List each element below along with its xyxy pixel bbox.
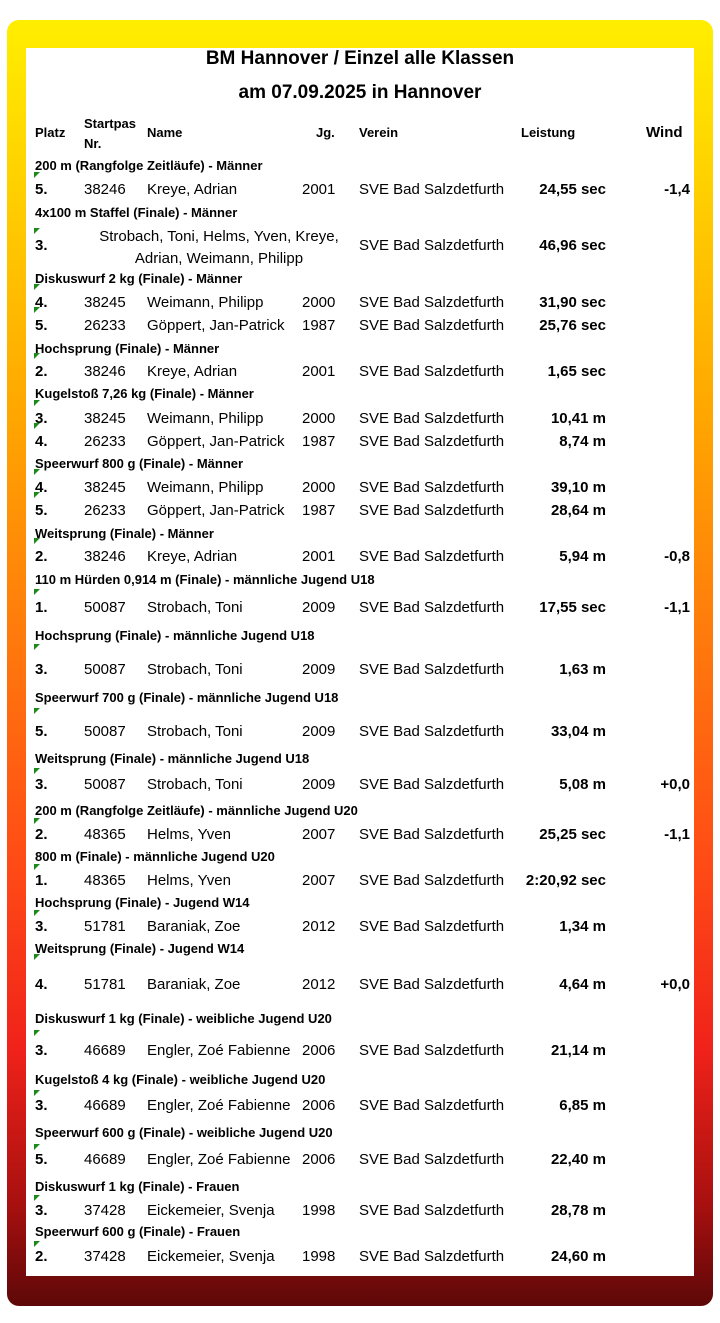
cell-jg: 2001	[302, 181, 336, 198]
cell-platz: 3.	[35, 410, 48, 427]
cell-nr: 51781	[84, 976, 126, 993]
cell-jg: 2007	[302, 826, 336, 843]
cell-nr: 37428	[84, 1202, 126, 1219]
cell-verein: SVE Bad Salzdetfurth	[359, 1202, 505, 1219]
cell-platz: 2.	[35, 826, 48, 843]
relay-name-line-2: Adrian, Weimann, Philipp	[134, 250, 304, 267]
section-heading: Speerwurf 700 g (Finale) - männliche Jugend U18	[35, 690, 339, 705]
cell-platz: 3.	[35, 1202, 48, 1219]
section-heading: Diskuswurf 2 kg (Finale) - Männer	[35, 271, 243, 286]
cell-platz: 3.	[35, 776, 48, 793]
cell-leistung: 22,40 m	[550, 1151, 606, 1168]
section-heading: Speerwurf 600 g (Finale) - Frauen	[35, 1224, 241, 1239]
cell-comment-marker	[34, 284, 40, 290]
cell-nr: 38245	[84, 479, 126, 496]
cell-jg: 2007	[302, 872, 336, 889]
cell-platz: 3.	[35, 1097, 48, 1114]
cell-name: Strobach, Toni	[147, 723, 243, 740]
cell-comment-marker	[34, 423, 40, 429]
cell-nr: 48365	[84, 872, 126, 889]
cell-verein: SVE Bad Salzdetfurth	[359, 826, 505, 843]
cell-nr: 26233	[84, 502, 126, 519]
cell-platz: 3.	[35, 918, 48, 935]
cell-platz: 4.	[35, 479, 48, 496]
cell-leistung: 1,63 m	[559, 661, 606, 678]
cell-name: Weimann, Philipp	[147, 410, 264, 427]
cell-leistung: 5,08 m	[559, 776, 606, 793]
header-nr: Nr.	[84, 136, 102, 151]
cell-nr: 38246	[84, 181, 126, 198]
header-platz: Platz	[35, 125, 66, 140]
cell-nr: 46689	[84, 1097, 126, 1114]
cell-platz: 5.	[35, 502, 48, 519]
section-heading: Speerwurf 800 g (Finale) - Männer	[35, 456, 244, 471]
cell-verein: SVE Bad Salzdetfurth	[359, 976, 505, 993]
cell-platz: 3.	[35, 1042, 48, 1059]
cell-verein: SVE Bad Salzdetfurth	[359, 548, 505, 565]
cell-name: Kreye, Adrian	[147, 181, 238, 198]
cell-name: Helms, Yven	[147, 872, 231, 889]
section-heading: Hochsprung (Finale) - Männer	[35, 341, 220, 356]
cell-name: Baraniak, Zoe	[147, 976, 241, 993]
cell-comment-marker	[34, 644, 40, 650]
cell-jg: 2001	[302, 363, 336, 380]
cell-name: Eickemeier, Svenja	[147, 1202, 275, 1219]
cell-nr: 38246	[84, 548, 126, 565]
cell-comment-marker	[34, 538, 40, 544]
section-heading: Diskuswurf 1 kg (Finale) - Frauen	[35, 1179, 240, 1194]
cell-jg: 2012	[302, 976, 336, 993]
cell-comment-marker	[34, 708, 40, 714]
cell-platz: 5.	[35, 1151, 48, 1168]
cell-wind: -1,1	[664, 826, 690, 843]
cell-leistung: 31,90 sec	[539, 294, 606, 311]
cell-leistung: 39,10 m	[550, 479, 606, 496]
cell-comment-marker	[34, 307, 40, 313]
cell-comment-marker	[34, 492, 40, 498]
cell-leistung: 24,55 sec	[539, 181, 606, 198]
header-startpas: Startpas	[84, 116, 137, 131]
relay-platz: 3.	[35, 237, 48, 254]
cell-verein: SVE Bad Salzdetfurth	[359, 661, 505, 678]
relay-name-line-1: Strobach, Toni, Helms, Yven, Kreye,	[99, 228, 339, 245]
cell-jg: 2009	[302, 661, 336, 678]
cell-nr: 50087	[84, 776, 126, 793]
cell-platz: 2.	[35, 1248, 48, 1265]
cell-comment-marker	[34, 818, 40, 824]
cell-comment-marker	[34, 954, 40, 960]
cell-platz: 5.	[35, 317, 48, 334]
cell-leistung: 5,94 m	[559, 548, 606, 565]
cell-nr: 50087	[84, 599, 126, 616]
cell-jg: 2000	[302, 479, 336, 496]
cell-platz: 2.	[35, 363, 48, 380]
header-name: Name	[147, 125, 183, 140]
cell-nr: 37428	[84, 1248, 126, 1265]
cell-name: Engler, Zoé Fabienne	[147, 1042, 291, 1059]
cell-jg: 2001	[302, 548, 336, 565]
cell-verein: SVE Bad Salzdetfurth	[359, 599, 505, 616]
cell-leistung: 1,34 m	[559, 918, 606, 935]
cell-name: Weimann, Philipp	[147, 294, 264, 311]
cell-verein: SVE Bad Salzdetfurth	[359, 1248, 505, 1265]
cell-comment-marker	[34, 864, 40, 870]
header-verein: Verein	[359, 125, 399, 140]
cell-name: Engler, Zoé Fabienne	[147, 1097, 291, 1114]
cell-name: Engler, Zoé Fabienne	[147, 1151, 291, 1168]
cell-leistung: 17,55 sec	[539, 599, 606, 616]
cell-wind: -1,1	[664, 599, 690, 616]
cell-jg: 2012	[302, 918, 336, 935]
results-sheet	[26, 48, 694, 1276]
cell-comment-marker	[34, 400, 40, 406]
cell-jg: 2009	[302, 599, 336, 616]
cell-jg: 1987	[302, 317, 336, 334]
header-wind: Wind	[646, 124, 683, 141]
section-heading: 110 m Hürden 0,914 m (Finale) - männliche Jugend U18	[35, 572, 375, 587]
cell-leistung: 21,14 m	[550, 1042, 606, 1059]
section-heading: 200 m (Rangfolge Zeitläufe) - männliche Jugend U20	[35, 803, 358, 818]
cell-jg: 1998	[302, 1248, 336, 1265]
cell-comment-marker	[34, 353, 40, 359]
cell-jg: 1987	[302, 502, 336, 519]
cell-name: Helms, Yven	[147, 826, 231, 843]
cell-comment-marker	[34, 1144, 40, 1150]
cell-leistung: 1,65 sec	[547, 363, 606, 380]
cell-platz: 1.	[35, 872, 48, 889]
cell-platz: 4.	[35, 294, 48, 311]
cell-nr: 38245	[84, 294, 126, 311]
cell-name: Strobach, Toni	[147, 776, 243, 793]
section-heading: 200 m (Rangfolge Zeitläufe) - Männer	[35, 158, 263, 173]
cell-platz: 4.	[35, 433, 48, 450]
cell-nr: 38246	[84, 363, 126, 380]
cell-comment-marker	[34, 768, 40, 774]
relay-leistung: 46,96 sec	[539, 237, 606, 254]
cell-verein: SVE Bad Salzdetfurth	[359, 502, 505, 519]
cell-wind: -1,4	[664, 181, 690, 198]
cell-leistung: 24,60 m	[550, 1248, 606, 1265]
cell-leistung: 6,85 m	[559, 1097, 606, 1114]
cell-platz: 4.	[35, 976, 48, 993]
header-jg: Jg.	[316, 125, 335, 140]
cell-name: Göppert, Jan-Patrick	[147, 502, 285, 519]
cell-jg: 2006	[302, 1042, 336, 1059]
cell-nr: 38245	[84, 410, 126, 427]
cell-jg: 2006	[302, 1097, 336, 1114]
cell-name: Weimann, Philipp	[147, 479, 264, 496]
cell-leistung: 28,78 m	[550, 1202, 606, 1219]
cell-name: Strobach, Toni	[147, 599, 243, 616]
cell-comment-marker	[34, 228, 40, 234]
cell-leistung: 25,25 sec	[539, 826, 606, 843]
section-heading: Weitsprung (Finale) - Männer	[35, 526, 214, 541]
cell-platz: 2.	[35, 548, 48, 565]
cell-nr: 26233	[84, 317, 126, 334]
cell-leistung: 2:20,92 sec	[525, 872, 606, 889]
cell-leistung: 28,64 m	[550, 502, 606, 519]
section-heading: Hochsprung (Finale) - männliche Jugend U18	[35, 628, 315, 643]
cell-nr: 46689	[84, 1151, 126, 1168]
cell-wind: +0,0	[660, 776, 690, 793]
cell-verein: SVE Bad Salzdetfurth	[359, 410, 505, 427]
cell-comment-marker	[34, 172, 40, 178]
cell-verein: SVE Bad Salzdetfurth	[359, 872, 505, 889]
cell-name: Baraniak, Zoe	[147, 918, 241, 935]
cell-verein: SVE Bad Salzdetfurth	[359, 433, 505, 450]
section-heading: Kugelstoß 4 kg (Finale) - weibliche Jugend U20	[35, 1072, 326, 1087]
cell-leistung: 8,74 m	[559, 433, 606, 450]
cell-nr: 46689	[84, 1042, 126, 1059]
cell-platz: 5.	[35, 181, 48, 198]
cell-jg: 1987	[302, 433, 336, 450]
cell-verein: SVE Bad Salzdetfurth	[359, 479, 505, 496]
cell-comment-marker	[34, 1090, 40, 1096]
relay-verein: SVE Bad Salzdetfurth	[359, 237, 505, 254]
cell-platz: 5.	[35, 723, 48, 740]
cell-comment-marker	[34, 589, 40, 595]
cell-verein: SVE Bad Salzdetfurth	[359, 1042, 505, 1059]
cell-jg: 2000	[302, 294, 336, 311]
cell-platz: 1.	[35, 599, 48, 616]
cell-comment-marker	[34, 469, 40, 475]
cell-leistung: 10,41 m	[550, 410, 606, 427]
cell-verein: SVE Bad Salzdetfurth	[359, 317, 505, 334]
section-heading: Hochsprung (Finale) - Jugend W14	[35, 895, 250, 910]
cell-verein: SVE Bad Salzdetfurth	[359, 181, 505, 198]
cell-nr: 51781	[84, 918, 126, 935]
header-leistung: Leistung	[521, 125, 576, 140]
section-heading: Kugelstoß 7,26 kg (Finale) - Männer	[35, 386, 254, 401]
cell-nr: 50087	[84, 661, 126, 678]
cell-nr: 50087	[84, 723, 126, 740]
cell-leistung: 33,04 m	[550, 723, 606, 740]
cell-verein: SVE Bad Salzdetfurth	[359, 776, 505, 793]
cell-verein: SVE Bad Salzdetfurth	[359, 294, 505, 311]
cell-comment-marker	[34, 1241, 40, 1247]
cell-comment-marker	[34, 1195, 40, 1201]
cell-platz: 3.	[35, 661, 48, 678]
cell-leistung: 25,76 sec	[539, 317, 606, 334]
cell-nr: 48365	[84, 826, 126, 843]
cell-name: Göppert, Jan-Patrick	[147, 433, 285, 450]
cell-verein: SVE Bad Salzdetfurth	[359, 723, 505, 740]
cell-comment-marker	[34, 910, 40, 916]
cell-nr: 26233	[84, 433, 126, 450]
cell-name: Strobach, Toni	[147, 661, 243, 678]
cell-name: Eickemeier, Svenja	[147, 1248, 275, 1265]
cell-comment-marker	[34, 1030, 40, 1036]
cell-jg: 2006	[302, 1151, 336, 1168]
cell-name: Göppert, Jan-Patrick	[147, 317, 285, 334]
cell-verein: SVE Bad Salzdetfurth	[359, 1151, 505, 1168]
section-heading: 800 m (Finale) - männliche Jugend U20	[35, 849, 275, 864]
cell-wind: -0,8	[664, 548, 690, 565]
cell-verein: SVE Bad Salzdetfurth	[359, 1097, 505, 1114]
title-line-1: BM Hannover / Einzel alle Klassen	[205, 48, 515, 69]
section-heading: Diskuswurf 1 kg (Finale) - weibliche Jugend U20	[35, 1011, 332, 1026]
title-line-2: am 07.09.2025 in Hannover	[238, 82, 482, 103]
cell-name: Kreye, Adrian	[147, 548, 238, 565]
cell-name: Kreye, Adrian	[147, 363, 238, 380]
section-heading: 4x100 m Staffel (Finale) - Männer	[35, 205, 238, 220]
cell-jg: 2009	[302, 723, 336, 740]
cell-wind: +0,0	[660, 976, 690, 993]
cell-jg: 1998	[302, 1202, 336, 1219]
section-heading: Weitsprung (Finale) - männliche Jugend U18	[35, 751, 310, 766]
section-heading: Weitsprung (Finale) - Jugend W14	[35, 941, 245, 956]
section-heading: Speerwurf 600 g (Finale) - weibliche Jugend U20	[35, 1125, 333, 1140]
cell-leistung: 4,64 m	[559, 976, 606, 993]
cell-verein: SVE Bad Salzdetfurth	[359, 918, 505, 935]
cell-jg: 2009	[302, 776, 336, 793]
cell-jg: 2000	[302, 410, 336, 427]
cell-verein: SVE Bad Salzdetfurth	[359, 363, 505, 380]
